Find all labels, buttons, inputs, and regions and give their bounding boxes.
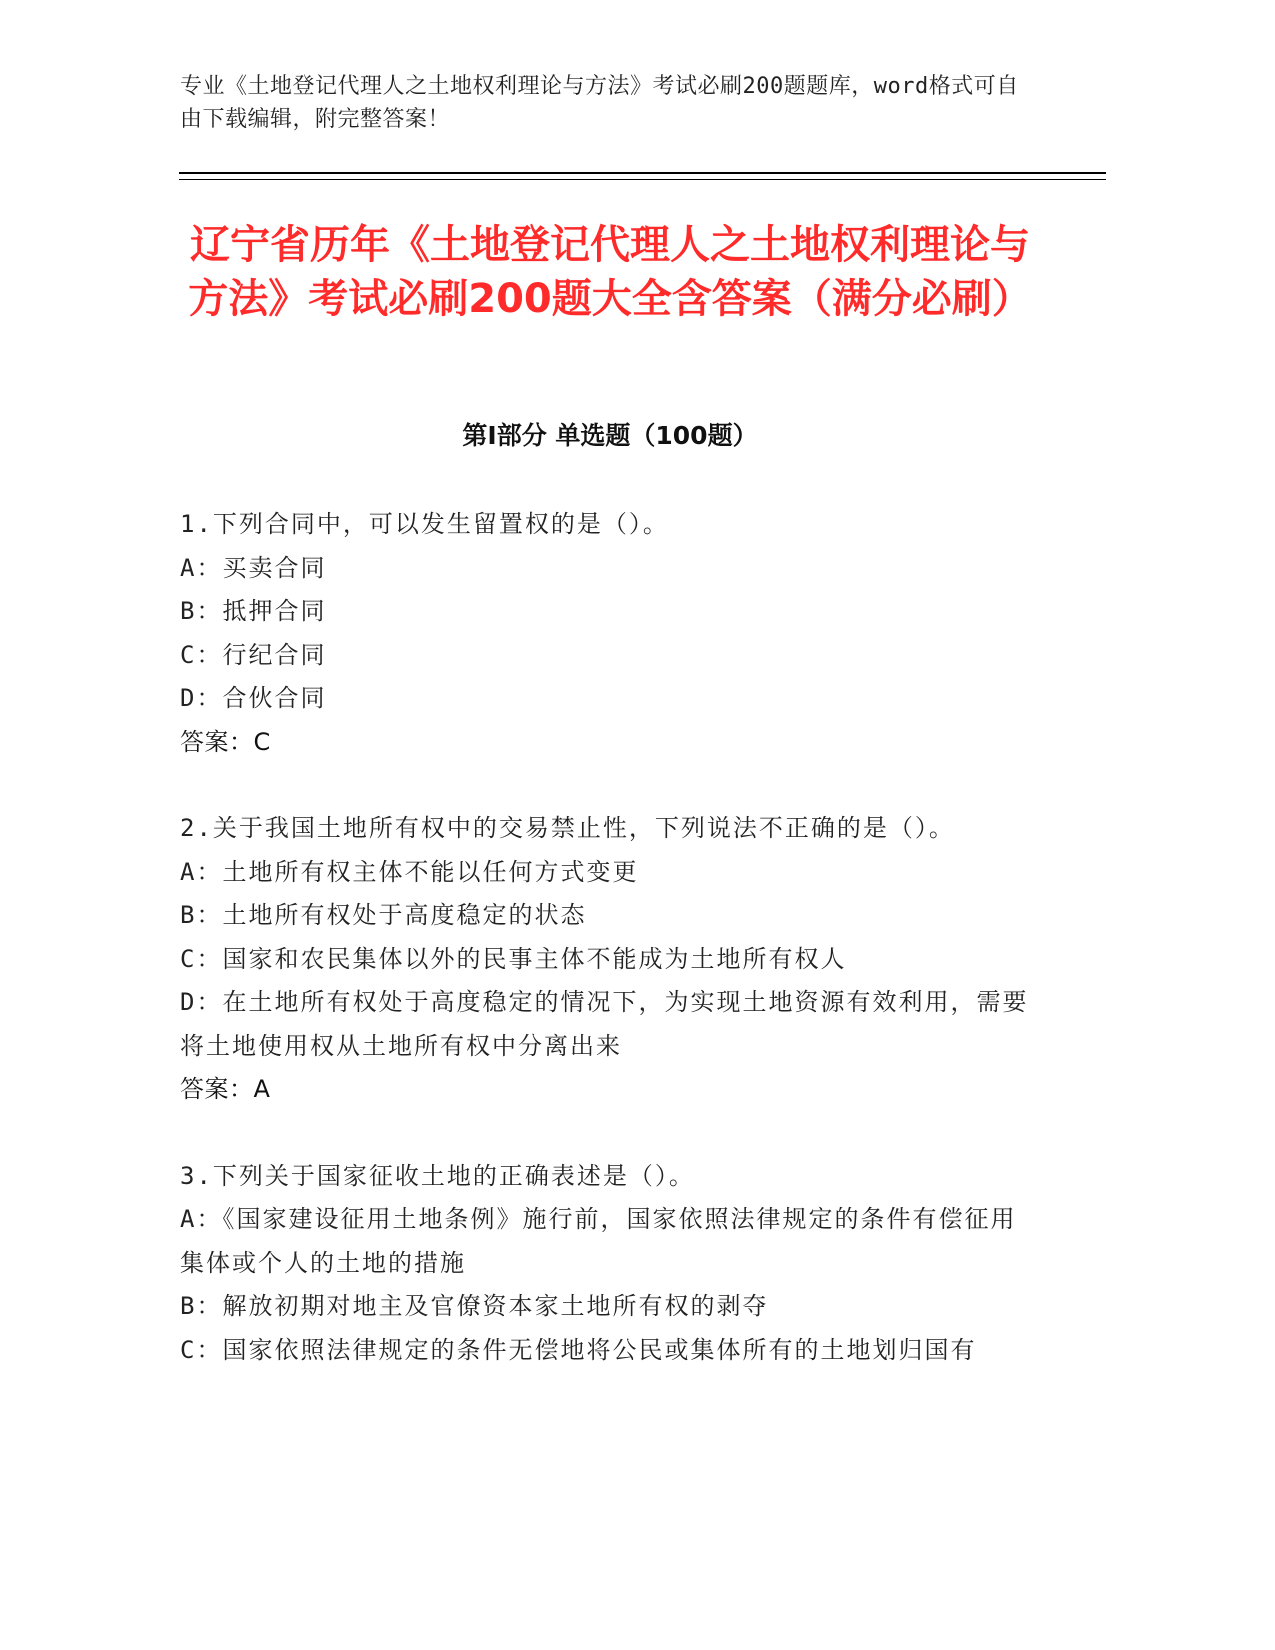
option-d: D：在土地所有权处于高度稳定的情况下，为实现土地资源有效利用，需要将土地使用权从土地所有权中分离出来 (180, 988, 1029, 1060)
header-note: 专业《土地登记代理人之土地权利理论与方法》考试必刷200题题库，word格式可自由下载编辑，附完整答案！ (180, 74, 1019, 132)
question-3 (180, 1155, 1040, 1373)
section-heading: 第Ⅰ部分 单选题（100题） (462, 421, 758, 450)
question-stem: 2.关于我国土地所有权中的交易禁止性，下列说法不正确的是（）。 (180, 814, 955, 842)
question-1 (180, 503, 1040, 764)
question-2 (180, 807, 1040, 1112)
option-b: B：土地所有权处于高度稳定的状态 (180, 901, 587, 929)
question-list (180, 503, 1040, 1415)
header-rule-thin (179, 179, 1106, 180)
option-c: C：行纪合同 (180, 640, 327, 669)
option-c: C：国家依照法律规定的条件无偿地将公民或集体所有的土地划归国有 (180, 1335, 977, 1364)
option-a: A：《国家建设征用土地条例》施行前，国家依照法律规定的条件有偿征用集体或个人的土地的措施 (180, 1205, 1017, 1277)
header-rule-thick (179, 172, 1106, 174)
document-title: 辽宁省历年《土地登记代理人之土地权利理论与方法》考试必刷200题大全含答案（满分必刷） (188, 222, 1032, 322)
option-c: C：国家和农民集体以外的民事主体不能成为土地所有权人 (180, 944, 847, 973)
question-stem: 1.下列合同中，可以发生留置权的是（）。 (180, 510, 669, 538)
option-b: B：解放初期对地主及官僚资本家土地所有权的剥夺 (180, 1292, 769, 1320)
question-stem: 3.下列关于国家征收土地的正确表述是（）。 (180, 1161, 695, 1190)
answer-line: 答案：C (180, 727, 271, 756)
answer-line: 答案：A (180, 1075, 271, 1103)
option-d: D：合伙合同 (180, 684, 327, 712)
option-a: A：买卖合同 (180, 553, 327, 582)
option-b: B：抵押合同 (180, 597, 327, 625)
option-a: A：土地所有权主体不能以任何方式变更 (180, 857, 639, 886)
